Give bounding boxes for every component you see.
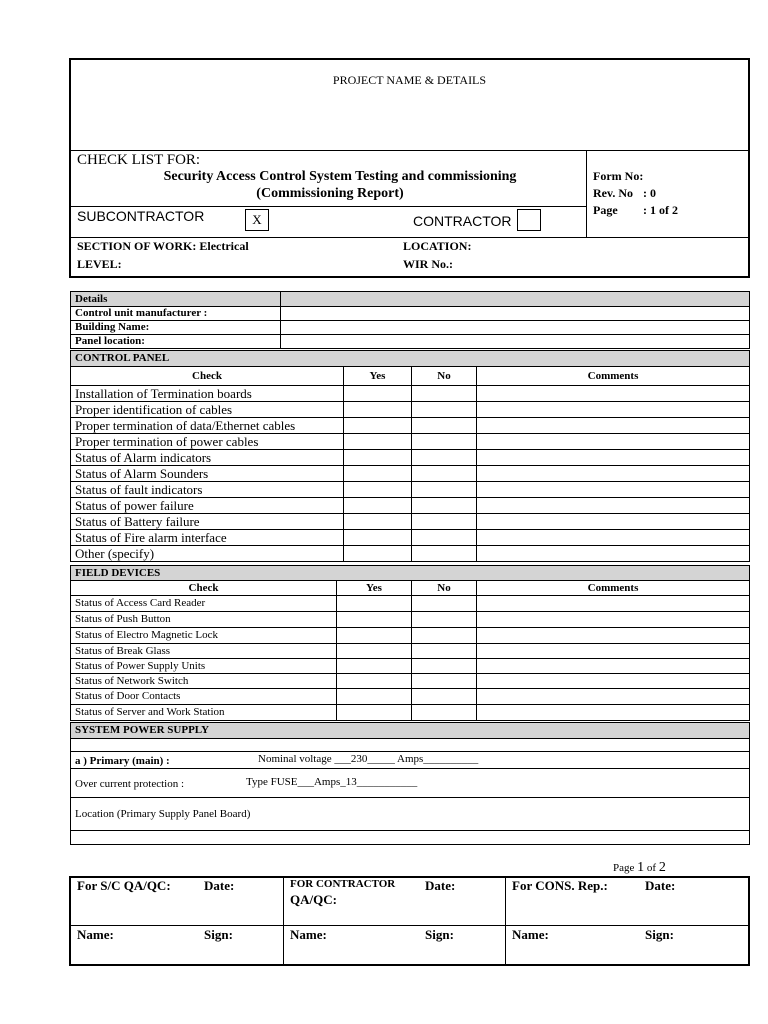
contractor-date-label[interactable]: Date: bbox=[425, 878, 456, 893]
yes-cell[interactable] bbox=[344, 450, 412, 466]
yes-cell[interactable] bbox=[344, 514, 412, 530]
no-cell[interactable] bbox=[412, 498, 477, 514]
yes-cell[interactable] bbox=[344, 402, 412, 418]
wir-no-label: WIR No.: bbox=[403, 257, 453, 271]
table-row bbox=[71, 659, 750, 674]
yes-cell[interactable] bbox=[344, 498, 412, 514]
column-header-yes: Yes bbox=[337, 581, 412, 596]
table-row bbox=[71, 386, 750, 402]
check-item-label: Status of Door Contacts bbox=[71, 689, 337, 705]
no-cell[interactable] bbox=[412, 628, 477, 644]
comments-cell[interactable] bbox=[477, 546, 750, 562]
location-label: LOCATION: bbox=[403, 239, 472, 253]
yes-cell[interactable] bbox=[344, 386, 412, 402]
no-cell[interactable] bbox=[412, 705, 477, 721]
check-item-label: Status of Power Supply Units bbox=[71, 659, 337, 674]
checklist-subject-line2: (Commissioning Report) bbox=[256, 186, 404, 201]
checklist-subject-line1: Security Access Control System Testing and commissioning bbox=[163, 169, 517, 184]
contractor-sign-label[interactable]: Sign: bbox=[425, 927, 454, 942]
sc-date-label[interactable]: Date: bbox=[204, 878, 235, 893]
yes-cell[interactable] bbox=[337, 689, 412, 705]
subject-divider bbox=[70, 206, 586, 207]
column-header-yes: Yes bbox=[344, 367, 412, 386]
table-row bbox=[71, 402, 750, 418]
yes-cell[interactable] bbox=[337, 596, 412, 612]
contractor-name-label[interactable]: Name: bbox=[290, 927, 327, 942]
section-of-work: SECTION OF WORK: Electrical bbox=[77, 239, 249, 253]
comments-cell[interactable] bbox=[477, 644, 750, 659]
cons-sign-label[interactable]: Sign: bbox=[645, 927, 674, 942]
table-row bbox=[71, 482, 750, 498]
comments-cell[interactable] bbox=[477, 482, 750, 498]
check-item-label: Status of Server and Work Station bbox=[71, 705, 337, 721]
table-row bbox=[71, 644, 750, 659]
column-header-check: Check bbox=[71, 367, 344, 386]
no-cell[interactable] bbox=[412, 514, 477, 530]
header-divider bbox=[70, 150, 749, 151]
details-header: Details bbox=[71, 292, 281, 307]
comments-cell[interactable] bbox=[477, 612, 750, 628]
yes-cell[interactable] bbox=[344, 466, 412, 482]
comments-cell[interactable] bbox=[477, 674, 750, 689]
yes-cell[interactable] bbox=[344, 482, 412, 498]
table-row bbox=[71, 514, 750, 530]
nominal-voltage-value: Nominal voltage ___230_____ Amps__________ bbox=[258, 753, 479, 765]
comments-cell[interactable] bbox=[477, 689, 750, 705]
section-divider bbox=[70, 237, 749, 238]
comments-cell[interactable] bbox=[477, 498, 750, 514]
check-item-label: Status of power failure bbox=[71, 498, 344, 514]
sc-qaqc-label: For S/C QA/QC: bbox=[77, 878, 171, 893]
no-cell[interactable] bbox=[412, 466, 477, 482]
check-item-label: Status of Electro Magnetic Lock bbox=[71, 628, 337, 644]
rev-no-value: : 0 bbox=[643, 186, 656, 200]
table-row bbox=[71, 450, 750, 466]
field-devices-table bbox=[70, 565, 750, 721]
subcontractor-label: SUBCONTRACTOR bbox=[77, 208, 205, 224]
power-supply-spacer bbox=[71, 739, 750, 752]
signature-divider-1 bbox=[283, 877, 284, 965]
table-row bbox=[71, 596, 750, 612]
no-cell[interactable] bbox=[412, 402, 477, 418]
check-item-label: Status of Push Button bbox=[71, 612, 337, 628]
no-cell[interactable] bbox=[412, 386, 477, 402]
yes-cell[interactable] bbox=[344, 434, 412, 450]
details-row-label: Panel location: bbox=[71, 335, 281, 349]
comments-cell[interactable] bbox=[477, 628, 750, 644]
field-devices-title: FIELD DEVICES bbox=[71, 566, 750, 581]
table-row bbox=[71, 628, 750, 644]
no-cell[interactable] bbox=[412, 674, 477, 689]
yes-cell[interactable] bbox=[337, 644, 412, 659]
power-supply-title: SYSTEM POWER SUPPLY bbox=[71, 723, 750, 739]
column-header-check: Check bbox=[71, 581, 337, 596]
table-row bbox=[71, 498, 750, 514]
no-cell[interactable] bbox=[412, 596, 477, 612]
no-cell[interactable] bbox=[412, 659, 477, 674]
comments-cell[interactable] bbox=[477, 418, 750, 434]
check-item-label: Status of Access Card Reader bbox=[71, 596, 337, 612]
comments-cell[interactable] bbox=[477, 596, 750, 612]
column-header-comments: Comments bbox=[477, 367, 750, 386]
power-supply-footer bbox=[71, 831, 750, 845]
sc-name-label[interactable]: Name: bbox=[77, 927, 114, 942]
table-row bbox=[71, 689, 750, 705]
yes-cell[interactable] bbox=[344, 418, 412, 434]
over-current-value: Type FUSE___Amps_13___________ bbox=[246, 776, 418, 788]
cons-date-label[interactable]: Date: bbox=[645, 878, 676, 893]
check-item-label: Status of Fire alarm interface bbox=[71, 530, 344, 546]
contractor-label: CONTRACTOR bbox=[413, 213, 512, 229]
check-item-label: Status of Break Glass bbox=[71, 644, 337, 659]
page-counter-total: 2 bbox=[658, 860, 666, 875]
comments-cell[interactable] bbox=[477, 386, 750, 402]
power-supply-table bbox=[70, 722, 750, 845]
over-current-label: Over current protection : bbox=[75, 778, 185, 790]
over-current-row[interactable] bbox=[71, 769, 750, 798]
no-cell[interactable] bbox=[412, 612, 477, 628]
page-value: : 1 of 2 bbox=[643, 203, 678, 217]
signature-row-divider bbox=[70, 925, 749, 926]
details-row-value[interactable] bbox=[281, 321, 750, 335]
subcontractor-checkbox[interactable]: X bbox=[245, 209, 269, 231]
no-cell[interactable] bbox=[412, 482, 477, 498]
comments-cell[interactable] bbox=[477, 530, 750, 546]
yes-cell[interactable] bbox=[337, 705, 412, 721]
check-item-label: Other (specify) bbox=[71, 546, 344, 562]
column-header-comments: Comments bbox=[477, 581, 750, 596]
yes-cell[interactable] bbox=[337, 628, 412, 644]
yes-cell[interactable] bbox=[344, 530, 412, 546]
no-cell[interactable] bbox=[412, 689, 477, 705]
check-item-label: Status of Alarm indicators bbox=[71, 450, 344, 466]
check-item-label: Proper identification of cables bbox=[71, 402, 344, 418]
table-row bbox=[71, 612, 750, 628]
no-cell[interactable] bbox=[412, 546, 477, 562]
column-header-no: No bbox=[412, 581, 477, 596]
details-row-value[interactable] bbox=[281, 335, 750, 349]
cons-rep-label: For CONS. Rep.: bbox=[512, 878, 608, 893]
page-counter bbox=[613, 861, 666, 875]
check-item-label: Status of fault indicators bbox=[71, 482, 344, 498]
no-cell[interactable] bbox=[412, 530, 477, 546]
contractor-qaqc-label-line1: FOR CONTRACTOR bbox=[290, 878, 396, 890]
check-item-label: Status of Battery failure bbox=[71, 514, 344, 530]
details-row-value[interactable] bbox=[281, 307, 750, 321]
page-counter-of: of bbox=[646, 862, 657, 874]
no-cell[interactable] bbox=[412, 434, 477, 450]
signature-divider-2 bbox=[505, 877, 506, 965]
details-row-label: Building Name: bbox=[71, 321, 281, 335]
check-item-label: Installation of Termination boards bbox=[71, 386, 344, 402]
cons-name-label[interactable]: Name: bbox=[512, 927, 549, 942]
page-label: Page bbox=[593, 203, 618, 217]
form-info-divider bbox=[586, 151, 587, 237]
comments-cell[interactable] bbox=[477, 705, 750, 721]
yes-cell[interactable] bbox=[337, 674, 412, 689]
primary-supply-row[interactable] bbox=[71, 752, 750, 769]
details-header-blank bbox=[281, 292, 750, 307]
no-cell[interactable] bbox=[412, 418, 477, 434]
table-row bbox=[71, 530, 750, 546]
comments-cell[interactable] bbox=[477, 466, 750, 482]
table-row bbox=[71, 418, 750, 434]
check-item-label: Status of Network Switch bbox=[71, 674, 337, 689]
comments-cell[interactable] bbox=[477, 659, 750, 674]
table-row bbox=[71, 434, 750, 450]
no-cell[interactable] bbox=[412, 644, 477, 659]
check-item-label: Status of Alarm Sounders bbox=[71, 466, 344, 482]
column-header-no: No bbox=[412, 367, 477, 386]
table-row bbox=[71, 674, 750, 689]
comments-cell[interactable] bbox=[477, 450, 750, 466]
contractor-checkbox[interactable] bbox=[517, 209, 541, 231]
table-row bbox=[71, 546, 750, 562]
yes-cell[interactable] bbox=[337, 612, 412, 628]
check-item-label: Proper termination of power cables bbox=[71, 434, 344, 450]
primary-supply-label: a ) Primary (main) : bbox=[75, 755, 170, 767]
project-title: PROJECT NAME & DETAILS bbox=[332, 73, 487, 87]
comments-cell[interactable] bbox=[477, 514, 750, 530]
comments-cell[interactable] bbox=[477, 402, 750, 418]
comments-cell[interactable] bbox=[477, 434, 750, 450]
page-counter-current: 1 bbox=[637, 860, 645, 875]
yes-cell[interactable] bbox=[337, 659, 412, 674]
yes-cell[interactable] bbox=[344, 546, 412, 562]
no-cell[interactable] bbox=[412, 450, 477, 466]
table-row bbox=[71, 705, 750, 721]
location-row[interactable]: Location (Primary Supply Panel Board) bbox=[71, 798, 750, 831]
contractor-qaqc-label-line2: QA/QC: bbox=[290, 892, 337, 907]
table-row bbox=[71, 466, 750, 482]
checklist-for-label: CHECK LIST FOR: bbox=[77, 152, 201, 168]
details-row-label: Control unit manufacturer : bbox=[71, 307, 281, 321]
control-panel-table bbox=[70, 350, 750, 562]
control-panel-title: CONTROL PANEL bbox=[71, 351, 750, 367]
page-counter-prefix: Page bbox=[613, 862, 635, 874]
check-item-label: Proper termination of data/Ethernet cables bbox=[71, 418, 344, 434]
rev-no-label: Rev. No bbox=[593, 186, 633, 200]
level-label: LEVEL: bbox=[77, 257, 122, 271]
sc-sign-label[interactable]: Sign: bbox=[204, 927, 233, 942]
form-no: Form No: bbox=[593, 169, 644, 183]
details-table bbox=[70, 291, 750, 349]
